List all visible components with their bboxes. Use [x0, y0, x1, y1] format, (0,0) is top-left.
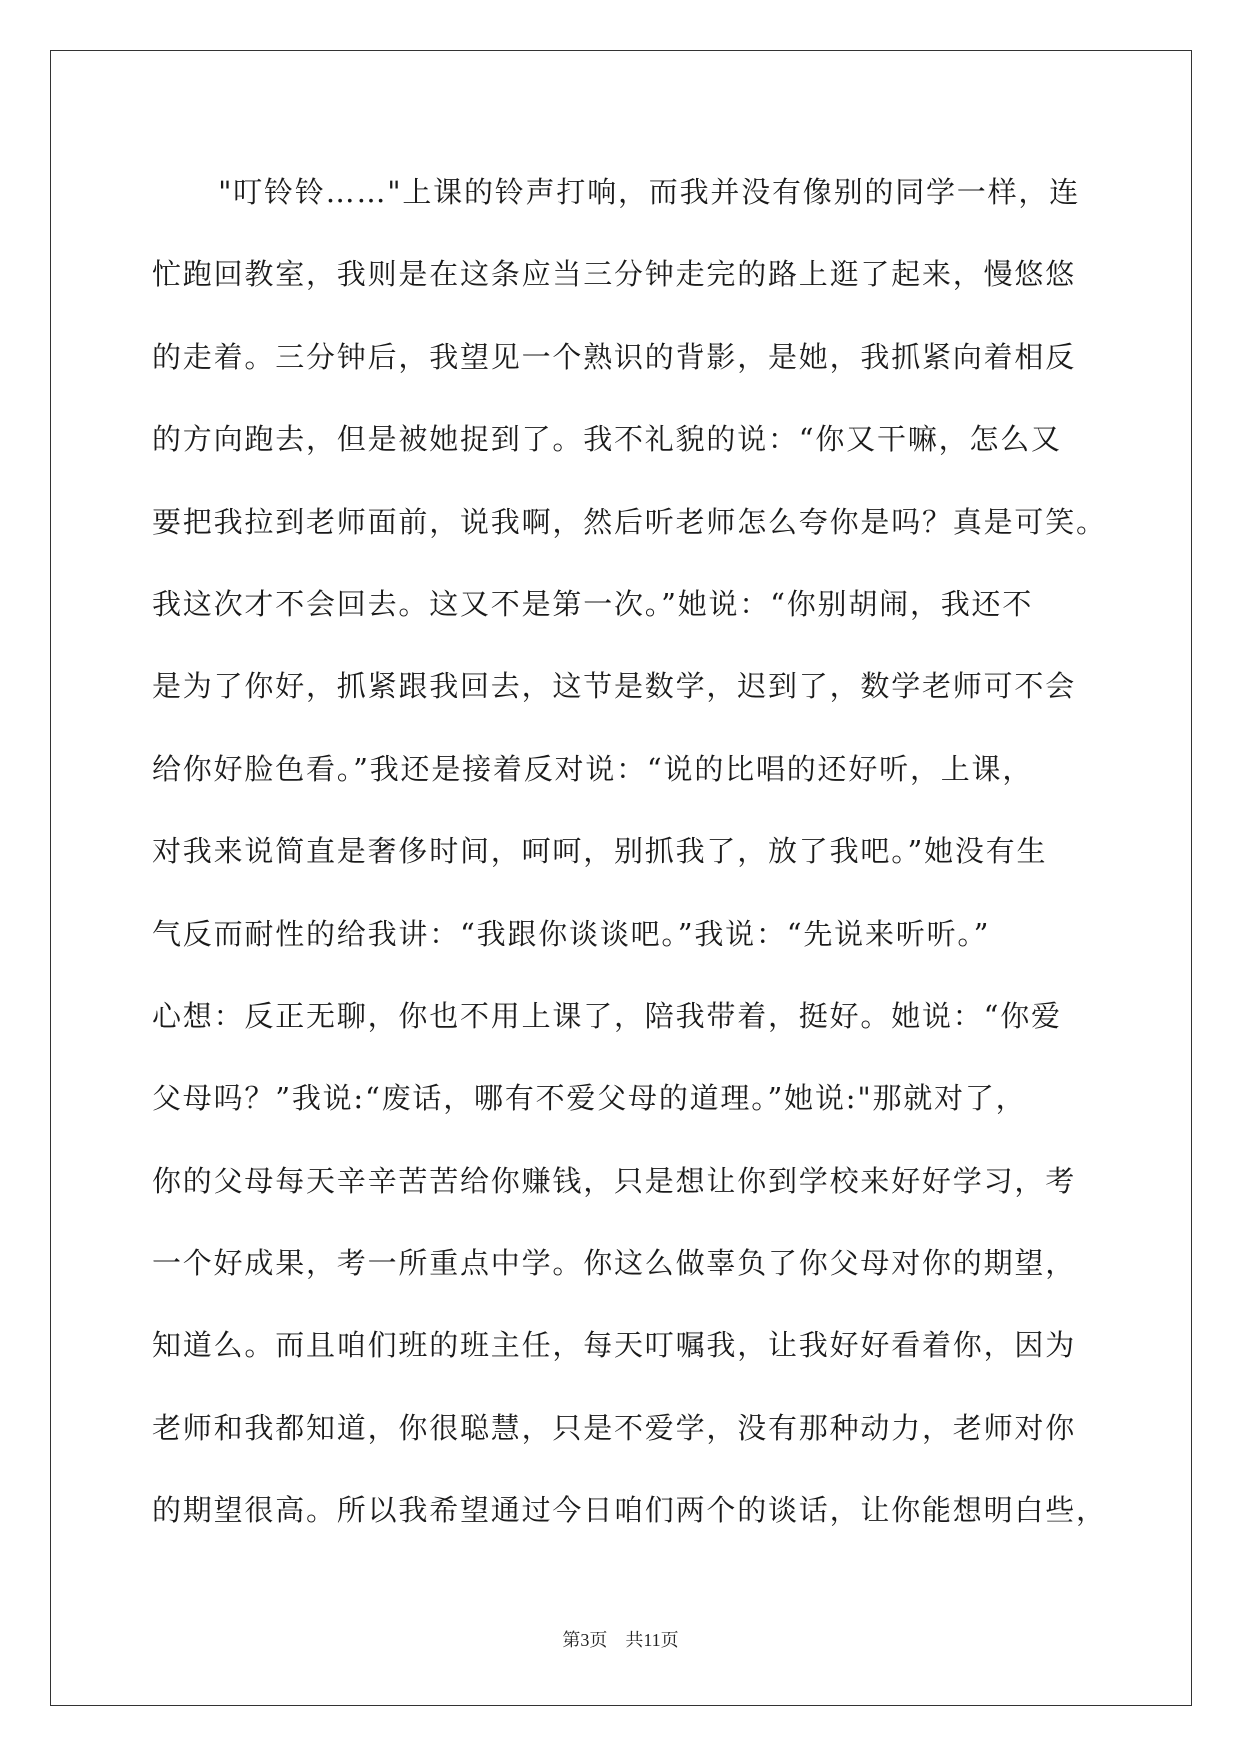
paragraph-line: 心想：反正无聊，你也不用上课了，陪我带着，挺好。她说：“你爱 — [152, 998, 1062, 1033]
paragraph-line: 知道么。而且咱们班的班主任，每天叮嘱我，让我好好看着你，因为 — [152, 1328, 1077, 1363]
paragraph-line: 我这次才不会回去。这又不是第一次。”她说：“你别胡闹，我还不 — [152, 586, 1034, 621]
paragraph-line: 的走着。三分钟后，我望见一个熟识的背影，是她，我抓紧向着相反 — [152, 339, 1077, 374]
page-number-footer: 第3页 共11页 — [562, 1630, 679, 1650]
paragraph-line: 父母吗？”我说:“废话，哪有不爱父母的道理。”她说:"那就对了， — [152, 1081, 1027, 1116]
paragraph-line: 气反而耐性的给我讲：“我跟你谈谈吧。”我说：“先说来听听。” — [152, 916, 991, 951]
paragraph-line: 要把我拉到老师面前，说我啊，然后听老师怎么夸你是吗？真是可笑。 — [152, 504, 1107, 539]
paragraph-line: 对我来说简直是奢侈时间，呵呵，别抓我了，放了我吧。”她没有生 — [152, 834, 1048, 869]
paragraph-line: 的期望很高。所以我希望通过今日咱们两个的谈话，让你能想明白些， — [152, 1493, 1107, 1528]
paragraph-line: 一个好成果，考一所重点中学。你这么做辜负了你父母对你的期望， — [152, 1246, 1077, 1281]
paragraph-line: 是为了你好，抓紧跟我回去，这节是数学，迟到了，数学老师可不会 — [152, 669, 1077, 704]
paragraph-line: "叮铃铃……"上课的铃声打响，而我并没有像别的同学一样，连 — [152, 175, 1080, 209]
paragraph-line: 你的父母每天辛辛苦苦给你赚钱，只是想让你到学校来好好学习，考 — [152, 1163, 1077, 1198]
paragraph-line: 老师和我都知道，你很聪慧，只是不爱学，没有那种动力，老师对你 — [152, 1410, 1077, 1445]
paragraph-line: 给你好脸色看。”我还是接着反对说：“说的比唱的还好听，上课， — [152, 751, 1034, 786]
document-body — [152, 163, 1107, 1564]
paragraph-line: 忙跑回教室，我则是在这条应当三分钟走完的路上逛了起来，慢悠悠 — [152, 257, 1077, 292]
paragraph-line: 的方向跑去，但是被她捉到了。我不礼貌的说：“你又干嘛，怎么又 — [152, 422, 1062, 457]
